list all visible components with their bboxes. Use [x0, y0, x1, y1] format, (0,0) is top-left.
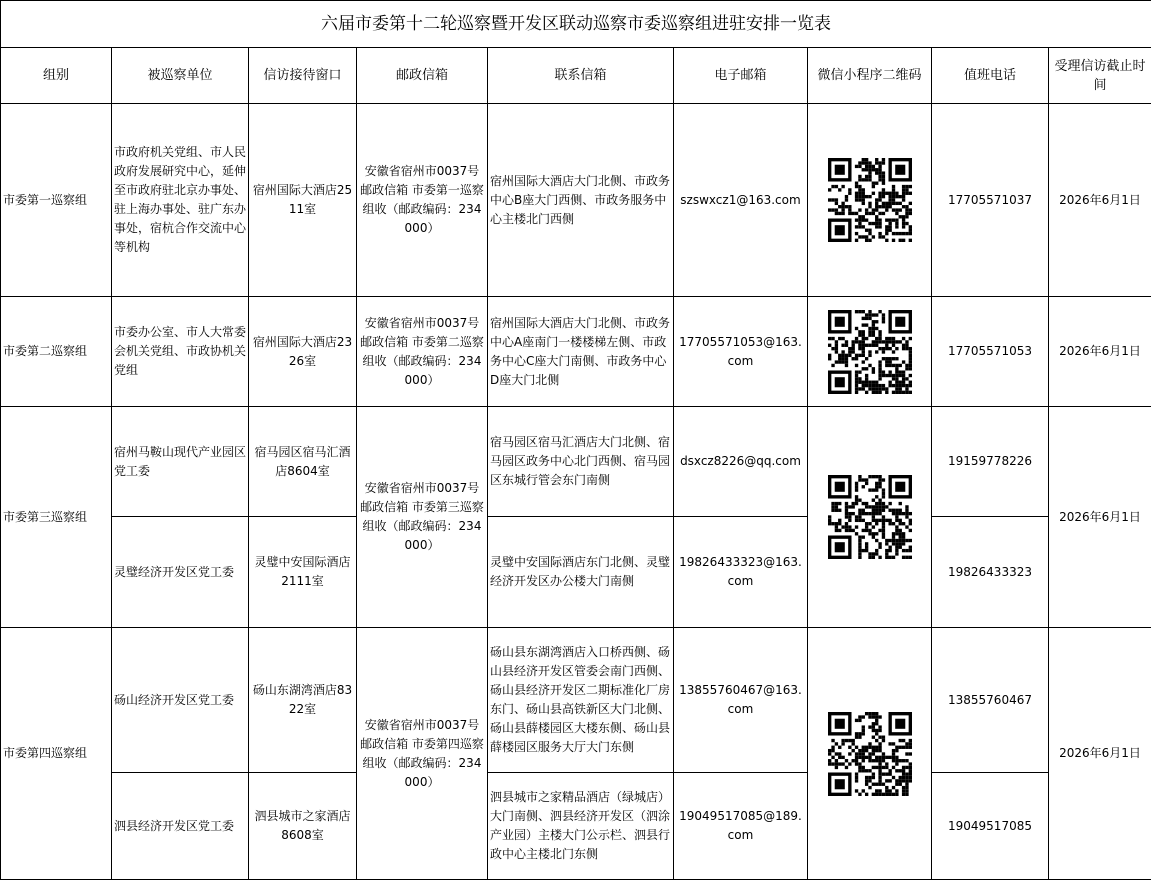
group-name: 市委第二巡察组 — [1, 297, 112, 407]
email-address[interactable]: szswxcz1@163.com — [674, 104, 808, 297]
deadline-date: 2026年6月1日 — [1049, 407, 1151, 628]
postal-box: 安徽省宿州市0037号邮政信箱 市委第一巡察组收（邮政编码：234000） — [357, 104, 488, 297]
header-deadline: 受理信访截止时间 — [1049, 48, 1151, 104]
contact-mailbox: 泗县城市之家精品酒店（绿城店）大门南侧、泗县经济开发区（泗涂产业园）主楼大门公示栏、泗县行政中心主楼北门东侧 — [488, 773, 674, 880]
reception-window: 宿州国际大酒店2326室 — [249, 297, 357, 407]
duty-phone: 17705571037 — [932, 104, 1049, 297]
duty-phone: 19159778226 — [932, 407, 1049, 517]
header-wechat: 微信小程序二维码 — [808, 48, 932, 104]
deadline-date: 2026年6月1日 — [1049, 628, 1151, 880]
reception-window: 泗县城市之家酒店8608室 — [249, 773, 357, 880]
deadline-date: 2026年6月1日 — [1049, 104, 1151, 297]
email-address[interactable]: 19049517085@189.com — [674, 773, 808, 880]
duty-phone: 19826433323 — [932, 517, 1049, 628]
qr-code-cell — [808, 407, 932, 628]
email-address[interactable]: 13855760467@163.com — [674, 628, 808, 773]
table-row — [1, 104, 1151, 297]
header-unit: 被巡察单位 — [112, 48, 249, 104]
email-address[interactable]: 19826433323@163.com — [674, 517, 808, 628]
table-row — [1, 517, 1151, 628]
table-row — [1, 297, 1151, 407]
header-email: 电子邮箱 — [674, 48, 808, 104]
qr-code-cell — [808, 297, 932, 407]
duty-phone: 19049517085 — [932, 773, 1049, 880]
qr-code-cell — [808, 628, 932, 880]
group-name: 市委第三巡察组 — [1, 407, 112, 628]
inspected-unit: 灵璧经济开发区党工委 — [112, 517, 249, 628]
header-postal: 邮政信箱 — [357, 48, 488, 104]
header-contact: 联系信箱 — [488, 48, 674, 104]
qr-code-icon[interactable] — [828, 475, 912, 559]
qr-code-cell — [808, 104, 932, 297]
inspected-unit: 市政府机关党组、市人民政府发展研究中心，延伸至市政府驻北京办事处、驻上海办事处、驻广东办事处，宿杭合作交流中心等机构 — [112, 104, 249, 297]
reception-window: 灵璧中安国际酒店2111室 — [249, 517, 357, 628]
inspected-unit: 宿州马鞍山现代产业园区党工委 — [112, 407, 249, 517]
inspected-unit: 市委办公室、市人大常委会机关党组、市政协机关党组 — [112, 297, 249, 407]
header-phone: 值班电话 — [932, 48, 1049, 104]
inspected-unit: 砀山经济开发区党工委 — [112, 628, 249, 773]
contact-mailbox: 宿州国际大酒店大门北侧、市政务中心A座南门一楼楼梯左侧、市政务中心C座大门南侧、市政务中心D座大门北侧 — [488, 297, 674, 407]
table-row — [1, 628, 1151, 773]
qr-code-icon[interactable] — [828, 310, 912, 394]
qr-code-icon[interactable] — [828, 158, 912, 242]
contact-mailbox: 宿州国际大酒店大门北侧、市政务中心B座大门西侧、市政务服务中心主楼北门西侧 — [488, 104, 674, 297]
deadline-date: 2026年6月1日 — [1049, 297, 1151, 407]
reception-window: 宿马园区宿马汇酒店8604室 — [249, 407, 357, 517]
contact-mailbox: 灵璧中安国际酒店东门北侧、灵璧经济开发区办公楼大门南侧 — [488, 517, 674, 628]
duty-phone: 13855760467 — [932, 628, 1049, 773]
email-address[interactable]: dsxcz8226@qq.com — [674, 407, 808, 517]
postal-box: 安徽省宿州市0037号邮政信箱 市委第二巡察组收（邮政编码：234000） — [357, 297, 488, 407]
email-address[interactable]: 17705571053@163.com — [674, 297, 808, 407]
contact-mailbox: 砀山县东湖湾酒店入口桥西侧、砀山县经济开发区管委会南门西侧、砀山县经济开发区二期标准化厂房东门、砀山县高铁新区大门北侧、砀山县薛楼园区大楼东侧、砀山县薛楼园区服务大厅大门东侧 — [488, 628, 674, 773]
postal-box: 安徽省宿州市0037号邮政信箱 市委第三巡察组收（邮政编码：234000） — [357, 407, 488, 628]
reception-window: 宿州国际大酒店2511室 — [249, 104, 357, 297]
inspected-unit: 泗县经济开发区党工委 — [112, 773, 249, 880]
table-row — [1, 773, 1151, 880]
reception-window: 砀山东湖湾酒店8322室 — [249, 628, 357, 773]
group-name: 市委第四巡察组 — [1, 628, 112, 880]
header-group: 组别 — [1, 48, 112, 104]
postal-box: 安徽省宿州市0037号邮政信箱 市委第四巡察组收（邮政编码：234000） — [357, 628, 488, 880]
table-row — [1, 407, 1151, 517]
contact-mailbox: 宿马园区宿马汇酒店大门北侧、宿马园区政务中心北门西侧、宿马园区东城行管会东门南侧 — [488, 407, 674, 517]
group-name: 市委第一巡察组 — [1, 104, 112, 297]
table-title: 六届市委第十二轮巡察暨开发区联动巡察市委巡察组进驻安排一览表 — [1, 1, 1151, 48]
duty-phone: 17705571053 — [932, 297, 1049, 407]
qr-code-icon[interactable] — [828, 712, 912, 796]
header-row — [1, 48, 1151, 104]
header-window: 信访接待窗口 — [249, 48, 357, 104]
